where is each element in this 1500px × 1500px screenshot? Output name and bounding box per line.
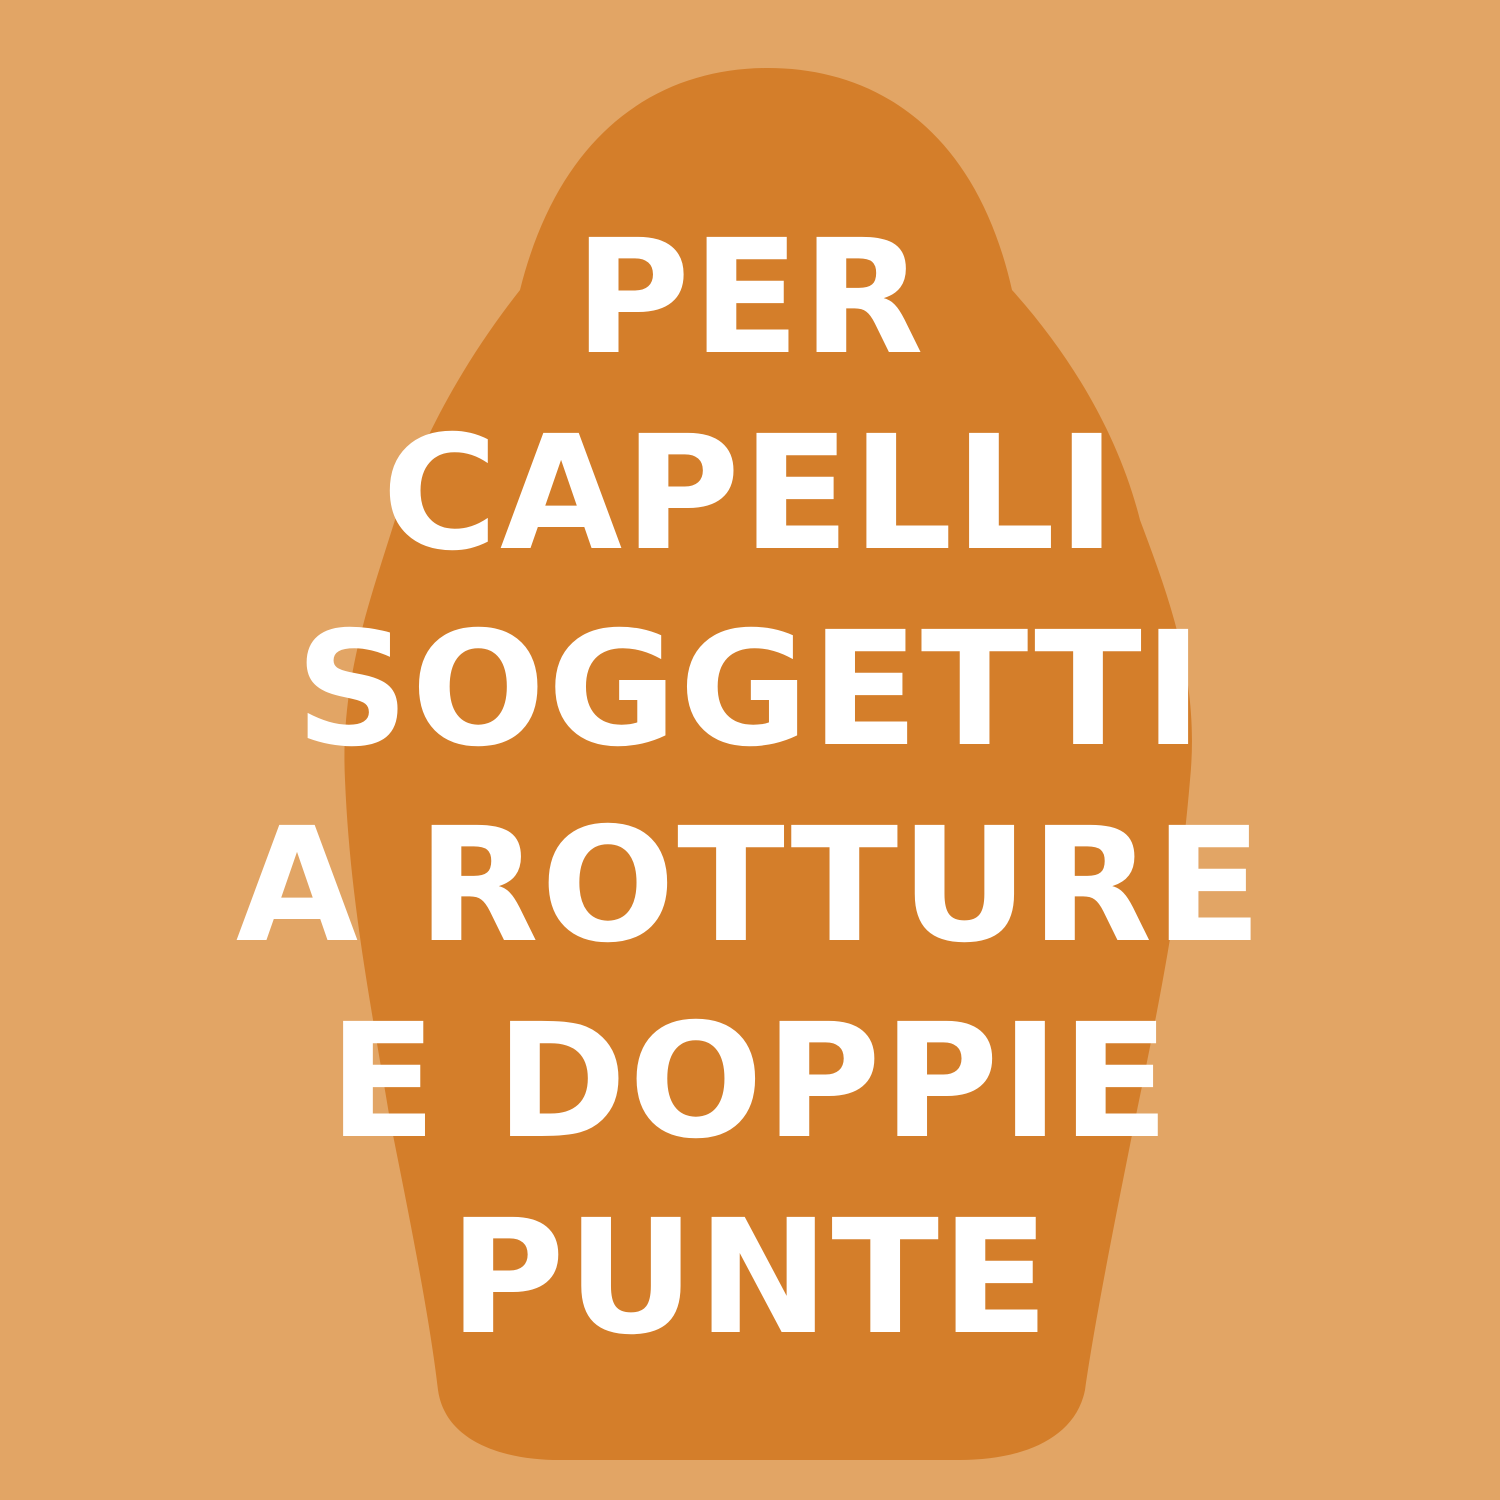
headline-line-2: CAPELLI (381, 402, 1119, 586)
headline-line-1: PER (574, 206, 926, 390)
headline-line-3: SOGGETTI (295, 598, 1205, 782)
headline-line-5: E DOPPIE (328, 990, 1172, 1174)
headline (0, 200, 1500, 1376)
headline-line-6: PUNTE (448, 1186, 1052, 1370)
headline-line-4: A ROTTURE (235, 794, 1265, 978)
